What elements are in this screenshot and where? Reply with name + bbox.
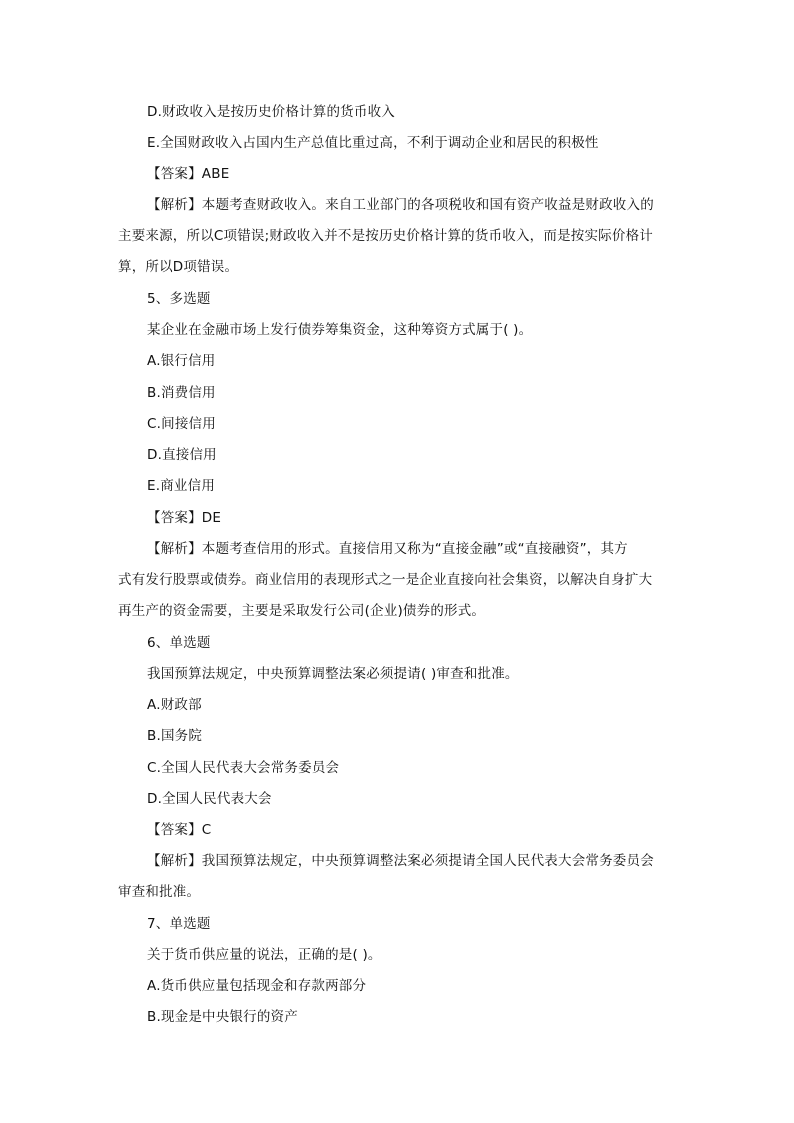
option-5d: D.直接信用	[147, 447, 217, 463]
question-6-heading: 6、单选题	[147, 635, 211, 651]
question-5-stem: 某企业在金融市场上发行债券筹集资金，这种筹资方式属于( )。	[147, 322, 533, 338]
answer-5: 【答案】DE	[147, 510, 222, 526]
option-5b: B.消费信用	[147, 385, 216, 401]
analysis-6-line-1: 【解析】我国预算法规定，中央预算调整法案必须提请全国人民代表大会常务委员会	[147, 853, 654, 869]
analysis-5-line-3: 再生产的资金需要，主要是采取发行公司(企业)债券的形式。	[118, 603, 486, 619]
option-6a: A.财政部	[147, 697, 202, 713]
option-5c: C.间接信用	[147, 416, 216, 432]
option-5a: A.银行信用	[147, 353, 216, 369]
question-6-stem: 我国预算法规定，中央预算调整法案必须提请( )审查和批准。	[147, 666, 519, 682]
analysis-6-line-2: 审查和批准。	[118, 884, 201, 900]
analysis-4-line-1: 【解析】本题考查财政收入。来自工业部门的各项税收和国有资产收益是财政收入的	[147, 197, 654, 213]
analysis-5-line-1: 【解析】本题考查信用的形式。直接信用又称为“直接金融”或“直接融资”，其方	[147, 541, 628, 557]
question-7-stem: 关于货币供应量的说法，正确的是( )。	[147, 947, 382, 963]
option-4d: D.财政收入是按历史价格计算的货币收入	[147, 104, 395, 120]
option-6c: C.全国人民代表大会常务委员会	[147, 760, 340, 776]
option-4e: E.全国财政收入占国内生产总值比重过高，不利于调动企业和居民的积极性	[147, 135, 599, 151]
question-5-heading: 5、多选题	[147, 291, 211, 307]
option-5e: E.商业信用	[147, 478, 216, 494]
answer-6: 【答案】C	[147, 822, 212, 838]
option-7b: B.现金是中央银行的资产	[147, 1009, 298, 1025]
analysis-4-line-2: 主要来源，所以C项错误;财政收入并不是按历史价格计算的货币收入，而是按实际价格计	[118, 228, 653, 244]
option-7a: A.货币供应量包括现金和存款两部分	[147, 978, 367, 994]
option-6b: B.国务院	[147, 728, 203, 744]
analysis-4-line-3: 算，所以D项错误。	[118, 259, 239, 275]
answer-4: 【答案】ABE	[147, 166, 230, 182]
analysis-5-line-2: 式有发行股票或债券。商业信用的表现形式之一是企业直接向社会集资，以解决自身扩大	[118, 572, 653, 588]
option-6d: D.全国人民代表大会	[147, 791, 272, 807]
question-7-heading: 7、单选题	[147, 916, 211, 932]
